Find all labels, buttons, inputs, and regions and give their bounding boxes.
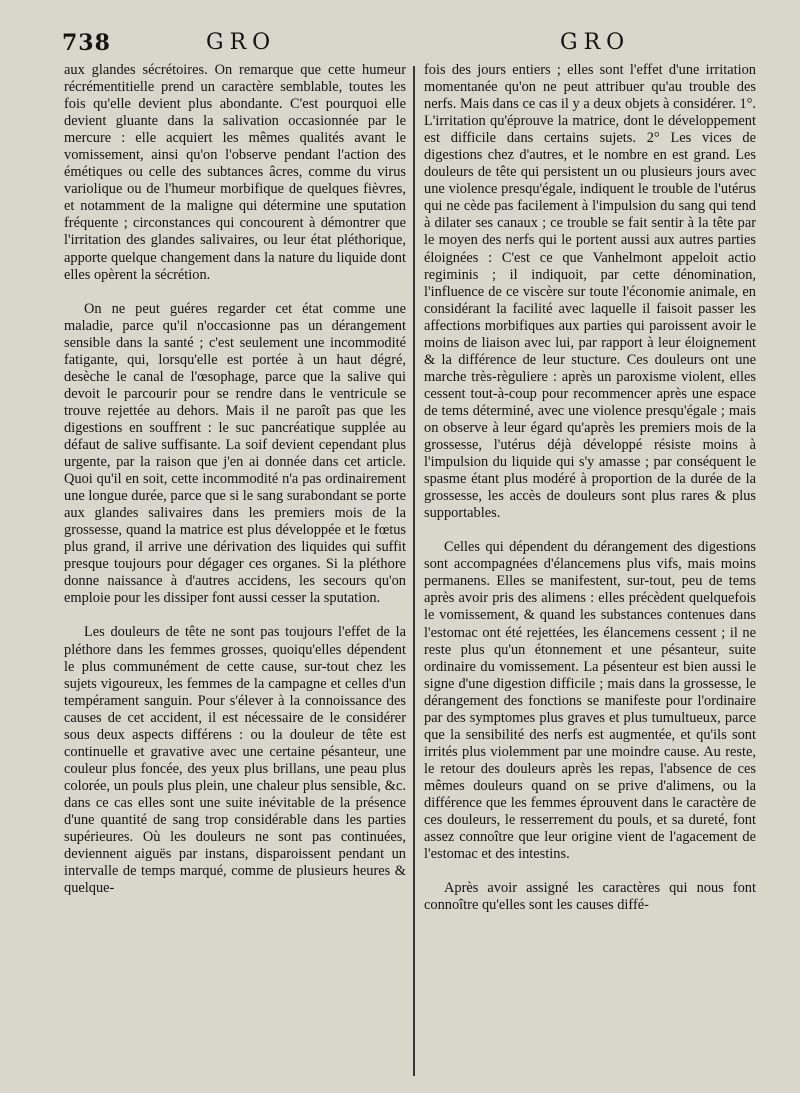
paragraph-left-1: aux glandes sécrétoires. On remarque que cette humeur récrémentitielle prend un caractère semblable, toutes les fois qu'elle devient plus abondante. C'est pourquoi elle devient gluante dans la salivation occasionnée par le mercure : elle acquiert les mêmes qualités avant le vomissement, ainsi qu'on l'observe pendant l'action des émétiques ou celle des subtances âcres, comme du virus variolique ou de l'humeur morbifique de quelques fièvres, et notamment de la maligne qui détermine une sputation fréquente ; circonstances qui concourent à démontrer que l'irritation des glandes salivaires, ou leur état pléthorique, apporte quelque changement dans la nature du liquide dont elles opèrent la sécrétion. bbox=[64, 62, 406, 283]
page-number: 738 bbox=[62, 30, 111, 56]
paragraph-right-2: Celles qui dépendent du dérangement des digestions sont accompagnées d'élancemens plus vifs, mais moins permanens. Elles se manifestent, sur-tout, peu de tems après avoir pris des alimens : elles précèdent quelquefois le vomissement, & quand les substances contenues dans l'estomac ont été rejettées, les élancemens cessent ; il ne reste plus qu'un étonnement et une pésanteur, suite ordinaire du vomissement. La pésenteur est bien aussi le signe d'une digestion difficile ; mais dans la grossesse, le dérangement des fonctions se manifeste pour l'ordinaire par des symptomes plus graves et plus tumultueux, parce que la sensibilité des nerfs est augmentée, et qu'ils sont irrités plus violemment par une moindre cause. Au reste, le retour des douleurs après les repas, l'absence de ces mêmes douleurs quand on se prive d'alimens, ou la différence que les femmes éprouvent dans le caractère de ces douleurs, le resserrement du pouls, et sa dureté, font assez connoître que leur origine vient de l'agacement de l'estomac et des intestins. bbox=[424, 539, 756, 863]
running-header bbox=[0, 30, 800, 60]
paragraph-left-2: On ne peut guéres regarder cet état comme une maladie, parce qu'il n'occasionne pas un dérangement sensible dans la santé ; c'est seulement une incommodité fatigante, qui, lorsqu'elle est portée à un haut dégré, desèche le canal de l'œsophage, parce que la salive qui devoit le parcourir pour se rendre dans le ventricule se trouve rejettée au dehors. Mais il ne paroît pas que les digestions en souffrent : le suc pancréatique supplée au défaut de salive suffisante. La soif devient cependant plus urgente, par la raison que j'en ai donnée dans cet article. Quoi qu'il en soit, cette incommodité n'a pas ordinairement une longue durée, parce que si le sang surabondant se porte aux glandes salivaires dans les premiers mois de la grossesse, quand la matrice est plus développée et le fœtus plus grand, il arrive une dérivation des liquides qui suffit presque toujours pour dégager ces organes. Si la pléthore donne naissance à d'autres accidens, les secours qu'on emploie pour les dissiper font aussi cesser la sputation. bbox=[64, 300, 406, 607]
left-running-title: GRO bbox=[206, 30, 277, 55]
paragraph-left-3: Les douleurs de tête ne sont pas toujours l'effet de la pléthore dans les femmes grosses, quoiqu'elles dépendent le plus communément de cette cause, sur-tout chez les sujets vigoureux, les femmes de la campagne et celles d'un tempérament sanguin. Pour s'élever à la connoissance des causes de cet accident, il est nécessaire de le considérer sous deux aspects différens : ou la douleur de tête est continuelle et gravative avec une certaine pésanteur, une couleur plus foncée, des yeux plus brillans, une peau plus colorée, un pouls plus plein, une chaleur plus sensible, &c. dans ce cas elles sont une suite inévitable de la présence d'une quantité de sang trop considérable dans les parties supérieures. Où les douleurs ne sont pas continuées, deviennent aiguës par instans, disparoissent pendant un intervalle de temps marqué, comme de plusieurs heures & quelque- bbox=[64, 624, 406, 897]
right-running-title: GRO bbox=[560, 30, 631, 55]
left-column bbox=[64, 62, 406, 1082]
paragraph-right-1: fois des jours entiers ; elles sont l'effet d'une irritation momentanée qu'on ne peut attribuer qu'au trouble des nerfs. Mais dans ce cas il y a deux objets à considérer. 1°. L'irritation qu'éprouve la matrice, dont le développement est difficile dans certains sujets. 2° Les vices de digestions chez d'autres, et le nombre en est grand. Les douleurs de tête qui persistent un ou plusieurs jours avec une violence presqu'égale, indiquent le trouble de l'utérus qui ne cède pas facilement à l'impulsion du sang qui tend à dilater ses canaux ; ce trouble se fait sentir à la tête par le moyen des nerfs qui le portent aussi aux autres parties éloignées : C'est ce que Vanhelmont appeloit actio regiminis ; il indiquoit, par cette dénomination, l'influence de ce viscère sur toute l'économie animale, en considérant la facilité avec laquelle il faisoit passer les affections morbifiques aux parties qui paroissent avoir le moins de liaison avec lui, par rapport à leur éloignement & la différence de leur stucture. Ces douleurs ont une marche très-règuliere : après un paroxisme violent, elles cessent tout-à-coup pour recommencer après une espace de tems déterminé, avec une violence presqu'égale ; mais on observe à leur égard qu'après les premiers mois de la grossesse, l'utérus déjà développé résiste moins à l'impulsion du liquide qui s'y amasse ; par conséquent le spasme étant plus modéré à proportion de la durée de la grossesse, les accès de douleurs sont plus rares & plus supportables. bbox=[424, 62, 756, 522]
column-divider bbox=[413, 66, 415, 1076]
paragraph-right-3: Après avoir assigné les caractères qui nous font connoître qu'elles sont les causes diffé- bbox=[424, 880, 756, 914]
right-column bbox=[424, 62, 756, 1082]
